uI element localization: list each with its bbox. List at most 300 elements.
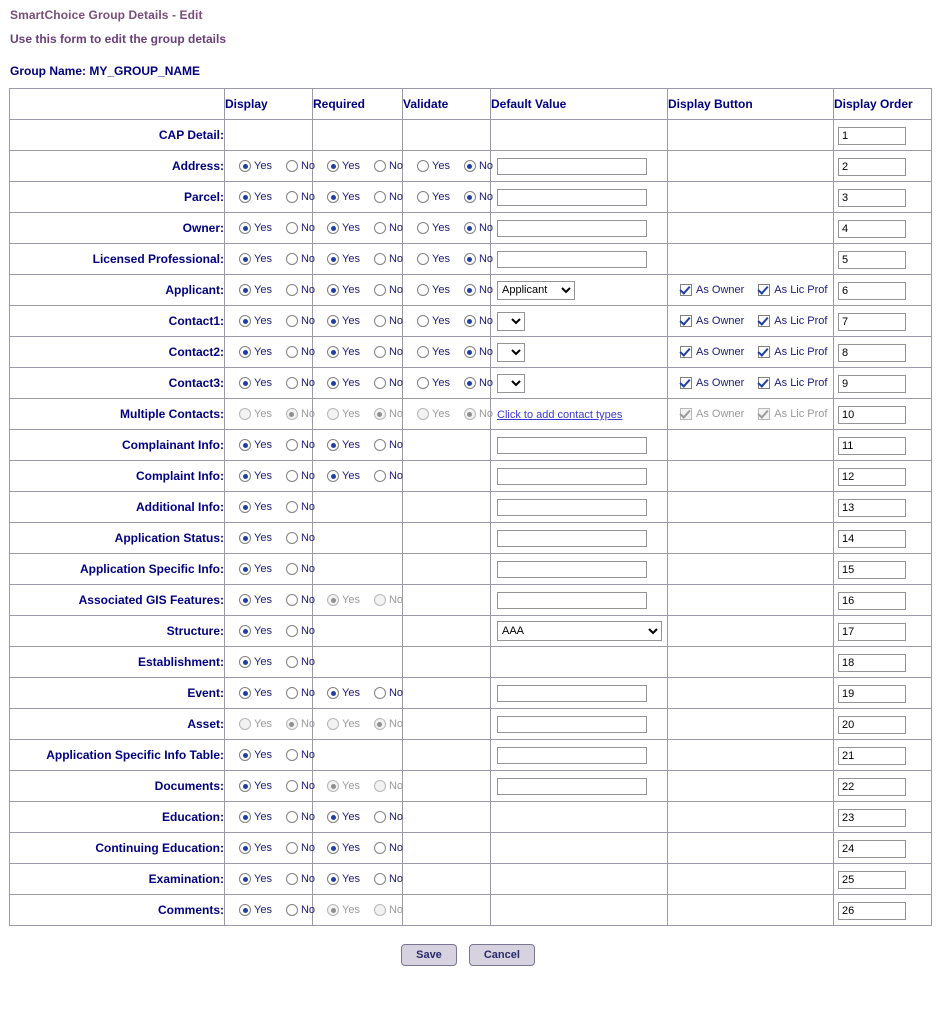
display-20-yes-radio[interactable] (239, 749, 251, 761)
display-order-input[interactable] (838, 499, 906, 517)
display-24-yes-option[interactable] (239, 873, 272, 885)
display-20-radio-group[interactable] (225, 749, 316, 761)
cancel-button[interactable]: Cancel (469, 944, 535, 966)
display-order-input[interactable] (838, 561, 906, 579)
display-9-yes-radio[interactable] (239, 408, 251, 420)
display-21-radio-group[interactable] (225, 780, 316, 792)
validate-8-yes-option[interactable] (417, 377, 450, 389)
validate-1-radio-group[interactable] (403, 160, 494, 172)
required-25-no-radio[interactable] (374, 904, 386, 916)
required-22-yes-radio[interactable] (327, 811, 339, 823)
required-22-no-option[interactable] (374, 811, 403, 823)
default-value-input[interactable] (497, 437, 647, 454)
default-value-select[interactable] (497, 374, 525, 393)
validate-2-radio-group[interactable] (403, 191, 494, 203)
display-order-input[interactable] (838, 809, 906, 827)
display-1-no-radio[interactable] (286, 160, 298, 172)
validate-3-yes-radio[interactable] (417, 222, 429, 234)
display-order-input[interactable] (838, 313, 906, 331)
required-10-yes-option[interactable] (327, 439, 360, 451)
display-7-no-option[interactable] (286, 346, 315, 358)
required-15-yes-option[interactable] (327, 594, 360, 606)
display-order-input[interactable] (838, 406, 906, 424)
display-21-yes-option[interactable] (239, 780, 272, 792)
as-lic-prof-checkbox-wrap[interactable] (758, 315, 827, 327)
validate-5-no-radio[interactable] (464, 284, 476, 296)
required-21-radio-group[interactable] (313, 780, 402, 792)
display-8-no-option[interactable] (286, 377, 315, 389)
display-23-yes-radio[interactable] (239, 842, 251, 854)
display-6-yes-option[interactable] (239, 315, 272, 327)
display-10-no-radio[interactable] (286, 439, 298, 451)
required-9-yes-radio[interactable] (327, 408, 339, 420)
required-11-no-option[interactable] (374, 470, 403, 482)
as-owner-checkbox[interactable] (680, 377, 692, 389)
display-16-no-radio[interactable] (286, 625, 298, 637)
display-12-no-option[interactable] (286, 501, 315, 513)
save-button[interactable]: Save (401, 944, 457, 966)
display-4-radio-group[interactable] (225, 253, 316, 265)
display-11-yes-radio[interactable] (239, 470, 251, 482)
display-2-no-option[interactable] (286, 191, 315, 203)
required-8-radio-group[interactable] (313, 377, 402, 389)
display-13-no-option[interactable] (286, 532, 315, 544)
display-6-no-option[interactable] (286, 315, 315, 327)
display-10-yes-radio[interactable] (239, 439, 251, 451)
required-21-yes-option[interactable] (327, 780, 360, 792)
display-8-yes-option[interactable] (239, 377, 272, 389)
required-21-no-radio[interactable] (374, 780, 386, 792)
as-lic-prof-checkbox[interactable] (758, 315, 770, 327)
required-6-radio-group[interactable] (313, 315, 402, 327)
display-15-radio-group[interactable] (225, 594, 316, 606)
display-22-yes-option[interactable] (239, 811, 272, 823)
display-order-input[interactable] (838, 778, 906, 796)
display-20-no-option[interactable] (286, 749, 315, 761)
required-1-no-radio[interactable] (374, 160, 386, 172)
default-value-input[interactable] (497, 468, 647, 485)
display-23-no-radio[interactable] (286, 842, 298, 854)
display-25-no-radio[interactable] (286, 904, 298, 916)
required-5-yes-radio[interactable] (327, 284, 339, 296)
required-3-no-radio[interactable] (374, 222, 386, 234)
required-22-radio-group[interactable] (313, 811, 402, 823)
required-7-no-option[interactable] (374, 346, 403, 358)
display-order-input[interactable] (838, 654, 906, 672)
display-21-no-option[interactable] (286, 780, 315, 792)
display-14-yes-radio[interactable] (239, 563, 251, 575)
display-20-no-radio[interactable] (286, 749, 298, 761)
validate-9-no-option[interactable] (464, 408, 493, 420)
display-17-radio-group[interactable] (225, 656, 316, 668)
default-value-select[interactable] (497, 343, 525, 362)
validate-8-no-radio[interactable] (464, 377, 476, 389)
required-9-yes-option[interactable] (327, 408, 360, 420)
display-order-input[interactable] (838, 623, 906, 641)
display-24-radio-group[interactable] (225, 873, 316, 885)
validate-1-yes-radio[interactable] (417, 160, 429, 172)
display-19-no-radio[interactable] (286, 718, 298, 730)
validate-2-no-radio[interactable] (464, 191, 476, 203)
display-order-input[interactable] (838, 716, 906, 734)
as-owner-checkbox-wrap[interactable] (680, 284, 744, 296)
required-3-radio-group[interactable] (313, 222, 402, 234)
required-2-no-radio[interactable] (374, 191, 386, 203)
display-11-no-option[interactable] (286, 470, 315, 482)
display-25-radio-group[interactable] (225, 904, 316, 916)
validate-6-yes-option[interactable] (417, 315, 450, 327)
required-6-yes-radio[interactable] (327, 315, 339, 327)
display-19-yes-radio[interactable] (239, 718, 251, 730)
as-lic-prof-checkbox[interactable] (758, 284, 770, 296)
required-23-yes-option[interactable] (327, 842, 360, 854)
required-4-no-radio[interactable] (374, 253, 386, 265)
required-24-yes-radio[interactable] (327, 873, 339, 885)
display-9-radio-group[interactable] (225, 408, 316, 420)
required-5-yes-option[interactable] (327, 284, 360, 296)
display-9-no-option[interactable] (286, 408, 315, 420)
required-7-no-radio[interactable] (374, 346, 386, 358)
required-23-yes-radio[interactable] (327, 842, 339, 854)
display-1-yes-option[interactable] (239, 160, 272, 172)
display-11-no-radio[interactable] (286, 470, 298, 482)
display-20-yes-option[interactable] (239, 749, 272, 761)
as-owner-checkbox-wrap[interactable] (680, 377, 744, 389)
display-16-no-option[interactable] (286, 625, 315, 637)
as-owner-checkbox-wrap[interactable] (680, 408, 744, 420)
required-22-yes-option[interactable] (327, 811, 360, 823)
display-order-input[interactable] (838, 592, 906, 610)
display-18-yes-radio[interactable] (239, 687, 251, 699)
display-12-radio-group[interactable] (225, 501, 316, 513)
display-2-yes-radio[interactable] (239, 191, 251, 203)
display-7-radio-group[interactable] (225, 346, 316, 358)
validate-3-radio-group[interactable] (403, 222, 494, 234)
display-3-yes-option[interactable] (239, 222, 272, 234)
required-15-no-option[interactable] (374, 594, 403, 606)
display-17-no-radio[interactable] (286, 656, 298, 668)
display-18-radio-group[interactable] (225, 687, 316, 699)
validate-5-radio-group[interactable] (403, 284, 494, 296)
validate-5-no-option[interactable] (464, 284, 493, 296)
display-9-no-radio[interactable] (286, 408, 298, 420)
as-owner-checkbox[interactable] (680, 408, 692, 420)
display-14-no-radio[interactable] (286, 563, 298, 575)
required-24-no-option[interactable] (374, 873, 403, 885)
as-lic-prof-checkbox[interactable] (758, 346, 770, 358)
display-23-radio-group[interactable] (225, 842, 316, 854)
display-15-no-option[interactable] (286, 594, 315, 606)
display-14-no-option[interactable] (286, 563, 315, 575)
display-order-input[interactable] (838, 530, 906, 548)
display-11-yes-option[interactable] (239, 470, 272, 482)
display-order-input[interactable] (838, 344, 906, 362)
display-3-no-option[interactable] (286, 222, 315, 234)
display-2-no-radio[interactable] (286, 191, 298, 203)
required-25-no-option[interactable] (374, 904, 403, 916)
validate-7-no-option[interactable] (464, 346, 493, 358)
required-24-yes-option[interactable] (327, 873, 360, 885)
display-8-radio-group[interactable] (225, 377, 316, 389)
required-9-no-option[interactable] (374, 408, 403, 420)
required-7-radio-group[interactable] (313, 346, 402, 358)
default-value-input[interactable] (497, 189, 647, 206)
validate-9-yes-radio[interactable] (417, 408, 429, 420)
as-lic-prof-checkbox-wrap[interactable] (758, 408, 827, 420)
display-17-no-option[interactable] (286, 656, 315, 668)
required-5-no-radio[interactable] (374, 284, 386, 296)
required-3-yes-radio[interactable] (327, 222, 339, 234)
display-5-yes-option[interactable] (239, 284, 272, 296)
display-15-yes-option[interactable] (239, 594, 272, 606)
as-owner-checkbox-wrap[interactable] (680, 346, 744, 358)
display-13-radio-group[interactable] (225, 532, 316, 544)
required-22-no-radio[interactable] (374, 811, 386, 823)
validate-7-yes-option[interactable] (417, 346, 450, 358)
validate-8-yes-radio[interactable] (417, 377, 429, 389)
required-10-yes-radio[interactable] (327, 439, 339, 451)
required-5-radio-group[interactable] (313, 284, 402, 296)
as-lic-prof-checkbox[interactable] (758, 408, 770, 420)
display-6-no-radio[interactable] (286, 315, 298, 327)
required-9-radio-group[interactable] (313, 408, 402, 420)
required-25-radio-group[interactable] (313, 904, 402, 916)
display-22-no-option[interactable] (286, 811, 315, 823)
display-order-input[interactable] (838, 375, 906, 393)
display-12-yes-option[interactable] (239, 501, 272, 513)
default-value-select[interactable] (497, 312, 525, 331)
display-22-yes-radio[interactable] (239, 811, 251, 823)
validate-7-radio-group[interactable] (403, 346, 494, 358)
display-1-yes-radio[interactable] (239, 160, 251, 172)
required-10-no-option[interactable] (374, 439, 403, 451)
display-order-input[interactable] (838, 282, 906, 300)
required-5-no-option[interactable] (374, 284, 403, 296)
required-9-no-radio[interactable] (374, 408, 386, 420)
display-22-radio-group[interactable] (225, 811, 316, 823)
display-button-group[interactable] (668, 315, 833, 327)
validate-3-no-radio[interactable] (464, 222, 476, 234)
display-18-yes-option[interactable] (239, 687, 272, 699)
display-4-no-radio[interactable] (286, 253, 298, 265)
required-4-yes-radio[interactable] (327, 253, 339, 265)
display-3-yes-radio[interactable] (239, 222, 251, 234)
as-owner-checkbox[interactable] (680, 315, 692, 327)
required-7-yes-option[interactable] (327, 346, 360, 358)
display-3-no-radio[interactable] (286, 222, 298, 234)
display-19-yes-option[interactable] (239, 718, 272, 730)
validate-3-no-option[interactable] (464, 222, 493, 234)
required-23-no-radio[interactable] (374, 842, 386, 854)
required-8-no-radio[interactable] (374, 377, 386, 389)
validate-5-yes-option[interactable] (417, 284, 450, 296)
validate-4-yes-radio[interactable] (417, 253, 429, 265)
required-19-no-radio[interactable] (374, 718, 386, 730)
validate-8-no-option[interactable] (464, 377, 493, 389)
display-24-no-option[interactable] (286, 873, 315, 885)
display-21-no-radio[interactable] (286, 780, 298, 792)
validate-8-radio-group[interactable] (403, 377, 494, 389)
required-4-radio-group[interactable] (313, 253, 402, 265)
required-24-no-radio[interactable] (374, 873, 386, 885)
required-10-no-radio[interactable] (374, 439, 386, 451)
display-25-yes-option[interactable] (239, 904, 272, 916)
display-11-radio-group[interactable] (225, 470, 316, 482)
required-2-yes-radio[interactable] (327, 191, 339, 203)
default-value-input[interactable] (497, 499, 647, 516)
display-order-input[interactable] (838, 902, 906, 920)
display-order-input[interactable] (838, 747, 906, 765)
display-12-yes-radio[interactable] (239, 501, 251, 513)
display-3-radio-group[interactable] (225, 222, 316, 234)
display-5-no-radio[interactable] (286, 284, 298, 296)
display-22-no-radio[interactable] (286, 811, 298, 823)
required-21-no-option[interactable] (374, 780, 403, 792)
as-owner-checkbox-wrap[interactable] (680, 315, 744, 327)
required-24-radio-group[interactable] (313, 873, 402, 885)
display-4-no-option[interactable] (286, 253, 315, 265)
display-order-input[interactable] (838, 685, 906, 703)
required-18-no-option[interactable] (374, 687, 403, 699)
display-18-no-option[interactable] (286, 687, 315, 699)
required-1-radio-group[interactable] (313, 160, 402, 172)
validate-2-no-option[interactable] (464, 191, 493, 203)
display-14-radio-group[interactable] (225, 563, 316, 575)
display-order-input[interactable] (838, 158, 906, 176)
required-6-yes-option[interactable] (327, 315, 360, 327)
display-button-group[interactable] (668, 377, 833, 389)
required-23-radio-group[interactable] (313, 842, 402, 854)
required-8-yes-option[interactable] (327, 377, 360, 389)
display-25-no-option[interactable] (286, 904, 315, 916)
validate-6-radio-group[interactable] (403, 315, 494, 327)
default-value-input[interactable] (497, 530, 647, 547)
as-owner-checkbox[interactable] (680, 284, 692, 296)
display-7-no-radio[interactable] (286, 346, 298, 358)
display-8-yes-radio[interactable] (239, 377, 251, 389)
display-23-no-option[interactable] (286, 842, 315, 854)
default-value-input[interactable] (497, 561, 647, 578)
display-15-yes-radio[interactable] (239, 594, 251, 606)
required-19-no-option[interactable] (374, 718, 403, 730)
display-14-yes-option[interactable] (239, 563, 272, 575)
validate-4-radio-group[interactable] (403, 253, 494, 265)
required-3-yes-option[interactable] (327, 222, 360, 234)
as-lic-prof-checkbox-wrap[interactable] (758, 346, 827, 358)
validate-2-yes-radio[interactable] (417, 191, 429, 203)
display-18-no-radio[interactable] (286, 687, 298, 699)
required-18-radio-group[interactable] (313, 687, 402, 699)
default-value-input[interactable] (497, 592, 647, 609)
display-order-input[interactable] (838, 871, 906, 889)
required-15-yes-radio[interactable] (327, 594, 339, 606)
display-13-no-radio[interactable] (286, 532, 298, 544)
required-3-no-option[interactable] (374, 222, 403, 234)
display-9-yes-option[interactable] (239, 408, 272, 420)
validate-4-no-option[interactable] (464, 253, 493, 265)
required-11-yes-option[interactable] (327, 470, 360, 482)
required-2-radio-group[interactable] (313, 191, 402, 203)
validate-6-no-radio[interactable] (464, 315, 476, 327)
as-lic-prof-checkbox[interactable] (758, 377, 770, 389)
required-25-yes-option[interactable] (327, 904, 360, 916)
display-12-no-radio[interactable] (286, 501, 298, 513)
display-4-yes-option[interactable] (239, 253, 272, 265)
display-button-group[interactable] (668, 408, 833, 420)
display-2-yes-option[interactable] (239, 191, 272, 203)
display-order-input[interactable] (838, 189, 906, 207)
validate-9-no-radio[interactable] (464, 408, 476, 420)
validate-7-no-radio[interactable] (464, 346, 476, 358)
validate-3-yes-option[interactable] (417, 222, 450, 234)
required-2-no-option[interactable] (374, 191, 403, 203)
display-7-yes-radio[interactable] (239, 346, 251, 358)
default-value-select[interactable] (497, 281, 575, 300)
display-order-input[interactable] (838, 840, 906, 858)
default-value-input[interactable] (497, 158, 647, 175)
display-order-input[interactable] (838, 220, 906, 238)
display-16-yes-option[interactable] (239, 625, 272, 637)
default-value-input[interactable] (497, 747, 647, 764)
required-10-radio-group[interactable] (313, 439, 402, 451)
display-23-yes-option[interactable] (239, 842, 272, 854)
required-25-yes-radio[interactable] (327, 904, 339, 916)
required-15-no-radio[interactable] (374, 594, 386, 606)
required-6-no-radio[interactable] (374, 315, 386, 327)
display-13-yes-radio[interactable] (239, 532, 251, 544)
required-23-no-option[interactable] (374, 842, 403, 854)
required-11-no-radio[interactable] (374, 470, 386, 482)
required-4-yes-option[interactable] (327, 253, 360, 265)
validate-5-yes-radio[interactable] (417, 284, 429, 296)
display-21-yes-radio[interactable] (239, 780, 251, 792)
required-15-radio-group[interactable] (313, 594, 402, 606)
required-19-yes-option[interactable] (327, 718, 360, 730)
display-16-yes-radio[interactable] (239, 625, 251, 637)
display-1-no-option[interactable] (286, 160, 315, 172)
display-order-input[interactable] (838, 437, 906, 455)
required-1-no-option[interactable] (374, 160, 403, 172)
display-17-yes-radio[interactable] (239, 656, 251, 668)
validate-1-no-option[interactable] (464, 160, 493, 172)
display-4-yes-radio[interactable] (239, 253, 251, 265)
required-1-yes-option[interactable] (327, 160, 360, 172)
display-24-no-radio[interactable] (286, 873, 298, 885)
display-5-no-option[interactable] (286, 284, 315, 296)
validate-6-yes-radio[interactable] (417, 315, 429, 327)
display-6-radio-group[interactable] (225, 315, 316, 327)
display-order-input[interactable] (838, 251, 906, 269)
required-11-yes-radio[interactable] (327, 470, 339, 482)
validate-6-no-option[interactable] (464, 315, 493, 327)
display-2-radio-group[interactable] (225, 191, 316, 203)
as-lic-prof-checkbox-wrap[interactable] (758, 377, 827, 389)
required-18-no-radio[interactable] (374, 687, 386, 699)
display-25-yes-radio[interactable] (239, 904, 251, 916)
display-19-radio-group[interactable] (225, 718, 316, 730)
validate-7-yes-radio[interactable] (417, 346, 429, 358)
required-1-yes-radio[interactable] (327, 160, 339, 172)
default-value-input[interactable] (497, 716, 647, 733)
validate-9-radio-group[interactable] (403, 408, 494, 420)
validate-2-yes-option[interactable] (417, 191, 450, 203)
required-2-yes-option[interactable] (327, 191, 360, 203)
default-value-input[interactable] (497, 220, 647, 237)
required-6-no-option[interactable] (374, 315, 403, 327)
required-4-no-option[interactable] (374, 253, 403, 265)
as-owner-checkbox[interactable] (680, 346, 692, 358)
display-7-yes-option[interactable] (239, 346, 272, 358)
